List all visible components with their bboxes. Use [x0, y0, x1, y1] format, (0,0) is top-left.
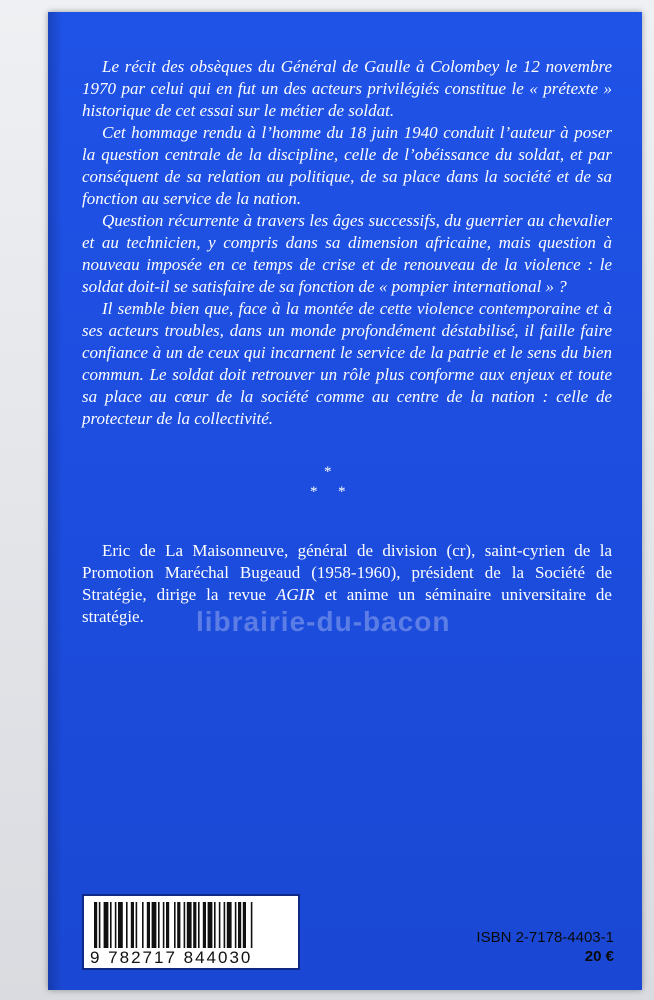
barcode-bar	[184, 902, 186, 948]
barcode-bar	[99, 902, 101, 948]
asterisk: *	[310, 484, 318, 500]
barcode-bar	[227, 902, 232, 948]
blurb-paragraph: Question récurrente à travers les âges successifs, du guerrier au chevalier et au technicien, y compris dans sa dimension africaine, mais question à nouveau imposée en ce temps de crise et de renouveau de la violence : le soldat doit-il se satisfaire de sa fonction de « pompier international » ?	[82, 211, 612, 296]
book-back-cover	[48, 12, 642, 990]
isbn-price-block	[476, 928, 614, 966]
blurb-paragraph: Il semble bien que, face à la montée de cette violence contemporaine et à ses acteurs troubles, dans un monde profondément déstabilisé, il faille faire confiance à un de ceux qui incarnent le service de la patrie et le sens du bien commun. Le soldat doit retrouver un rôle plus conforme aux enjeux et toute sa place au cœur de la société comme au centre de la nation : celle de protecteur de la collectivité.	[82, 299, 612, 428]
barcode-bar	[136, 902, 138, 948]
barcode-bar	[193, 902, 196, 948]
journal-title: AGIR	[275, 585, 315, 604]
barcode-bar	[174, 902, 176, 948]
asterisk: *	[324, 464, 332, 480]
asterisk: *	[338, 484, 346, 500]
barcode	[82, 894, 300, 970]
barcode-bar	[235, 902, 237, 948]
barcode-bar	[243, 902, 246, 948]
barcode-bar	[147, 902, 150, 948]
barcode-bar	[208, 902, 213, 948]
barcode-bar	[118, 902, 123, 948]
barcode-bar	[251, 902, 253, 948]
barcode-bar	[126, 902, 128, 948]
blurb-paragraph: Le récit des obsèques du Général de Gaulle à Colombey le 12 novembre 1970 par celui qui en fut un des acteurs privilégiés constitue le « prétexte » historique de cet essai sur le métier de soldat.	[82, 57, 612, 120]
barcode-bar	[163, 902, 165, 948]
barcode-bar	[198, 902, 200, 948]
barcode-bar	[158, 902, 160, 948]
barcode-bar	[131, 902, 134, 948]
barcode-bar	[187, 902, 192, 948]
blurb-text	[82, 56, 612, 430]
barcode-bar	[177, 902, 180, 948]
isbn: ISBN 2-7178-4403-1	[476, 929, 614, 946]
barcode-bar	[104, 902, 109, 948]
barcode-bar	[203, 902, 206, 948]
barcode-bar	[115, 902, 117, 948]
barcode-bar	[142, 902, 144, 948]
barcode-digits: 9 782717 844030	[90, 948, 253, 967]
barcode-bar	[219, 902, 221, 948]
barcode-bar	[152, 902, 157, 948]
barcode-bar	[110, 902, 112, 948]
barcode-bars	[94, 902, 292, 948]
author-bio-text-end: et anime un séminaire universitaire de stratégie.	[82, 585, 612, 626]
watermark: librairie-du-bacon	[196, 606, 451, 637]
price: 20 €	[584, 948, 614, 965]
barcode-bar	[166, 902, 169, 948]
barcode-bar	[238, 902, 241, 948]
blurb-paragraph: Cet hommage rendu à l’homme du 18 juin 1940 conduit l’auteur à poser la question centrale de la discipline, celle de l’obéissance du soldat, et par conséquent de sa relation au politique, de sa place dans la société et de sa fonction au service de la nation.	[82, 123, 612, 208]
barcode-bar	[94, 902, 97, 948]
author-bio-text: Eric de La Maisonneuve, général de division (cr), saint-cyrien de la Promotion Maréchal Bugeaud (1958-1960), président de la Société de Stratégie, dirige la revue	[82, 541, 612, 604]
barcode-bar	[214, 902, 216, 948]
barcode-bar	[224, 902, 226, 948]
